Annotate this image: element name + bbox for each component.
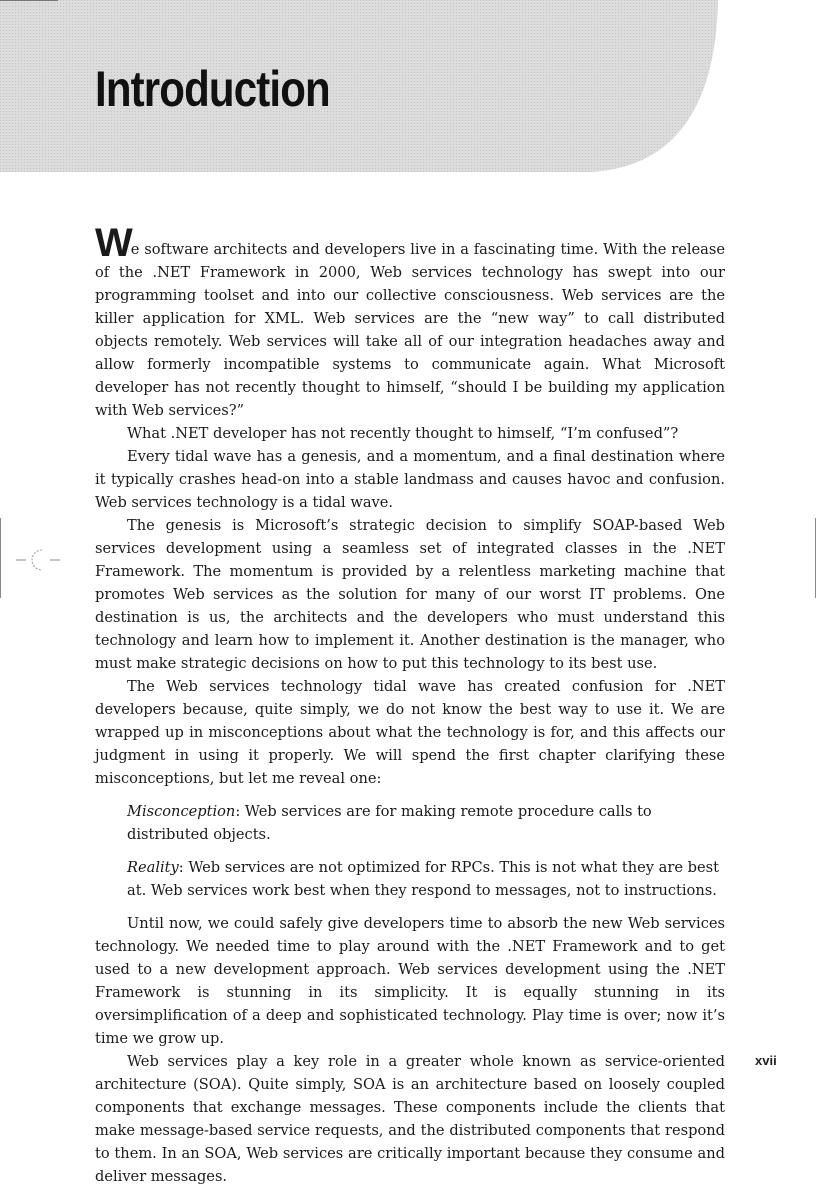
lead-paragraph bbox=[95, 221, 725, 422]
lead-paragraph-text: e software architects and developers live in a fascinating time. With the release of the .NET Framework in 2000, Web services technology has swept into our programming toolset and into our collective consciousness. Web services are the killer application for XML. Web services are the “new way” to call distributed objects remotely. Web services will take all of our integration headaches away and allow formerly incompatible systems to communicate again. What Microsoft developer has not recently thought to himself, “should I be building my application with Web services?” bbox=[95, 241, 725, 419]
corner-rule bbox=[0, 0, 58, 1]
page-number: xvii bbox=[755, 1053, 777, 1068]
paragraph: Web services play a key role in a greater whole known as service-oriented architecture (SOA). Quite simply, SOA is an architecture based on loosely coupled components that exchange messages. These components include the clients that make message-based service requests, and the distributed components that respond to them. In an SOA, Web services are critically important because they consume and deliver messages. bbox=[95, 1053, 725, 1185]
reality-text: : Web services are not optimized for RPCs. This is not what they are best at. Web services work best when they respond to messages, not to instructions. bbox=[127, 859, 719, 899]
misconception-label: Misconception bbox=[127, 803, 236, 820]
paragraph: Until now, we could safely give developers time to absorb the new Web services technology. We needed time to play around with the .NET Framework and to get used to a new development approach. Web services development using the .NET Framework is stunning in its simplicity. It is equally stunning in its oversimplification of a deep and sophisticated technology. Play time is over; now it’s time we grow up. bbox=[95, 915, 725, 1047]
misconception-callout bbox=[127, 800, 725, 846]
misconception-text: : Web services are for making remote procedure calls to distributed objects. bbox=[127, 803, 652, 843]
body-text bbox=[95, 221, 725, 1188]
reality-label: Reality bbox=[127, 859, 179, 876]
chapter-title: Introduction bbox=[95, 61, 330, 117]
paragraph: The genesis is Microsoft’s strategic decision to simplify SOAP-based Web services development using a seamless set of integrated classes in the .NET Framework. The momentum is provided by a relentless marketing machine that promotes Web services as the solution for many of our worst IT problems. One destination is us, the architects and the developers who must understand this technology and learn how to implement it. Another destination is the manager, who must make strategic decisions on how to put this technology to its best use. bbox=[95, 517, 725, 672]
reality-callout bbox=[127, 856, 725, 902]
paragraph: The Web services technology tidal wave has created confusion for .NET developers because, quite simply, we do not know the best way to use it. We are wrapped up in misconceptions about what the technology is for, and this affects our judgment in using it properly. We will spend the first chapter clarifying these misconceptions, but let me reveal one: bbox=[95, 678, 725, 787]
paragraph: Every tidal wave has a genesis, and a momentum, and a final destination where it typically crashes head-on into a stable landmass and causes havoc and confusion. Web services technology is a tidal wave. bbox=[95, 448, 725, 511]
registration-mark-icon bbox=[16, 546, 60, 574]
paragraph: What .NET developer has not recently thought to himself, “I’m confused”? bbox=[127, 425, 679, 442]
drop-cap: W bbox=[95, 221, 131, 265]
crop-mark-left bbox=[0, 518, 1, 598]
